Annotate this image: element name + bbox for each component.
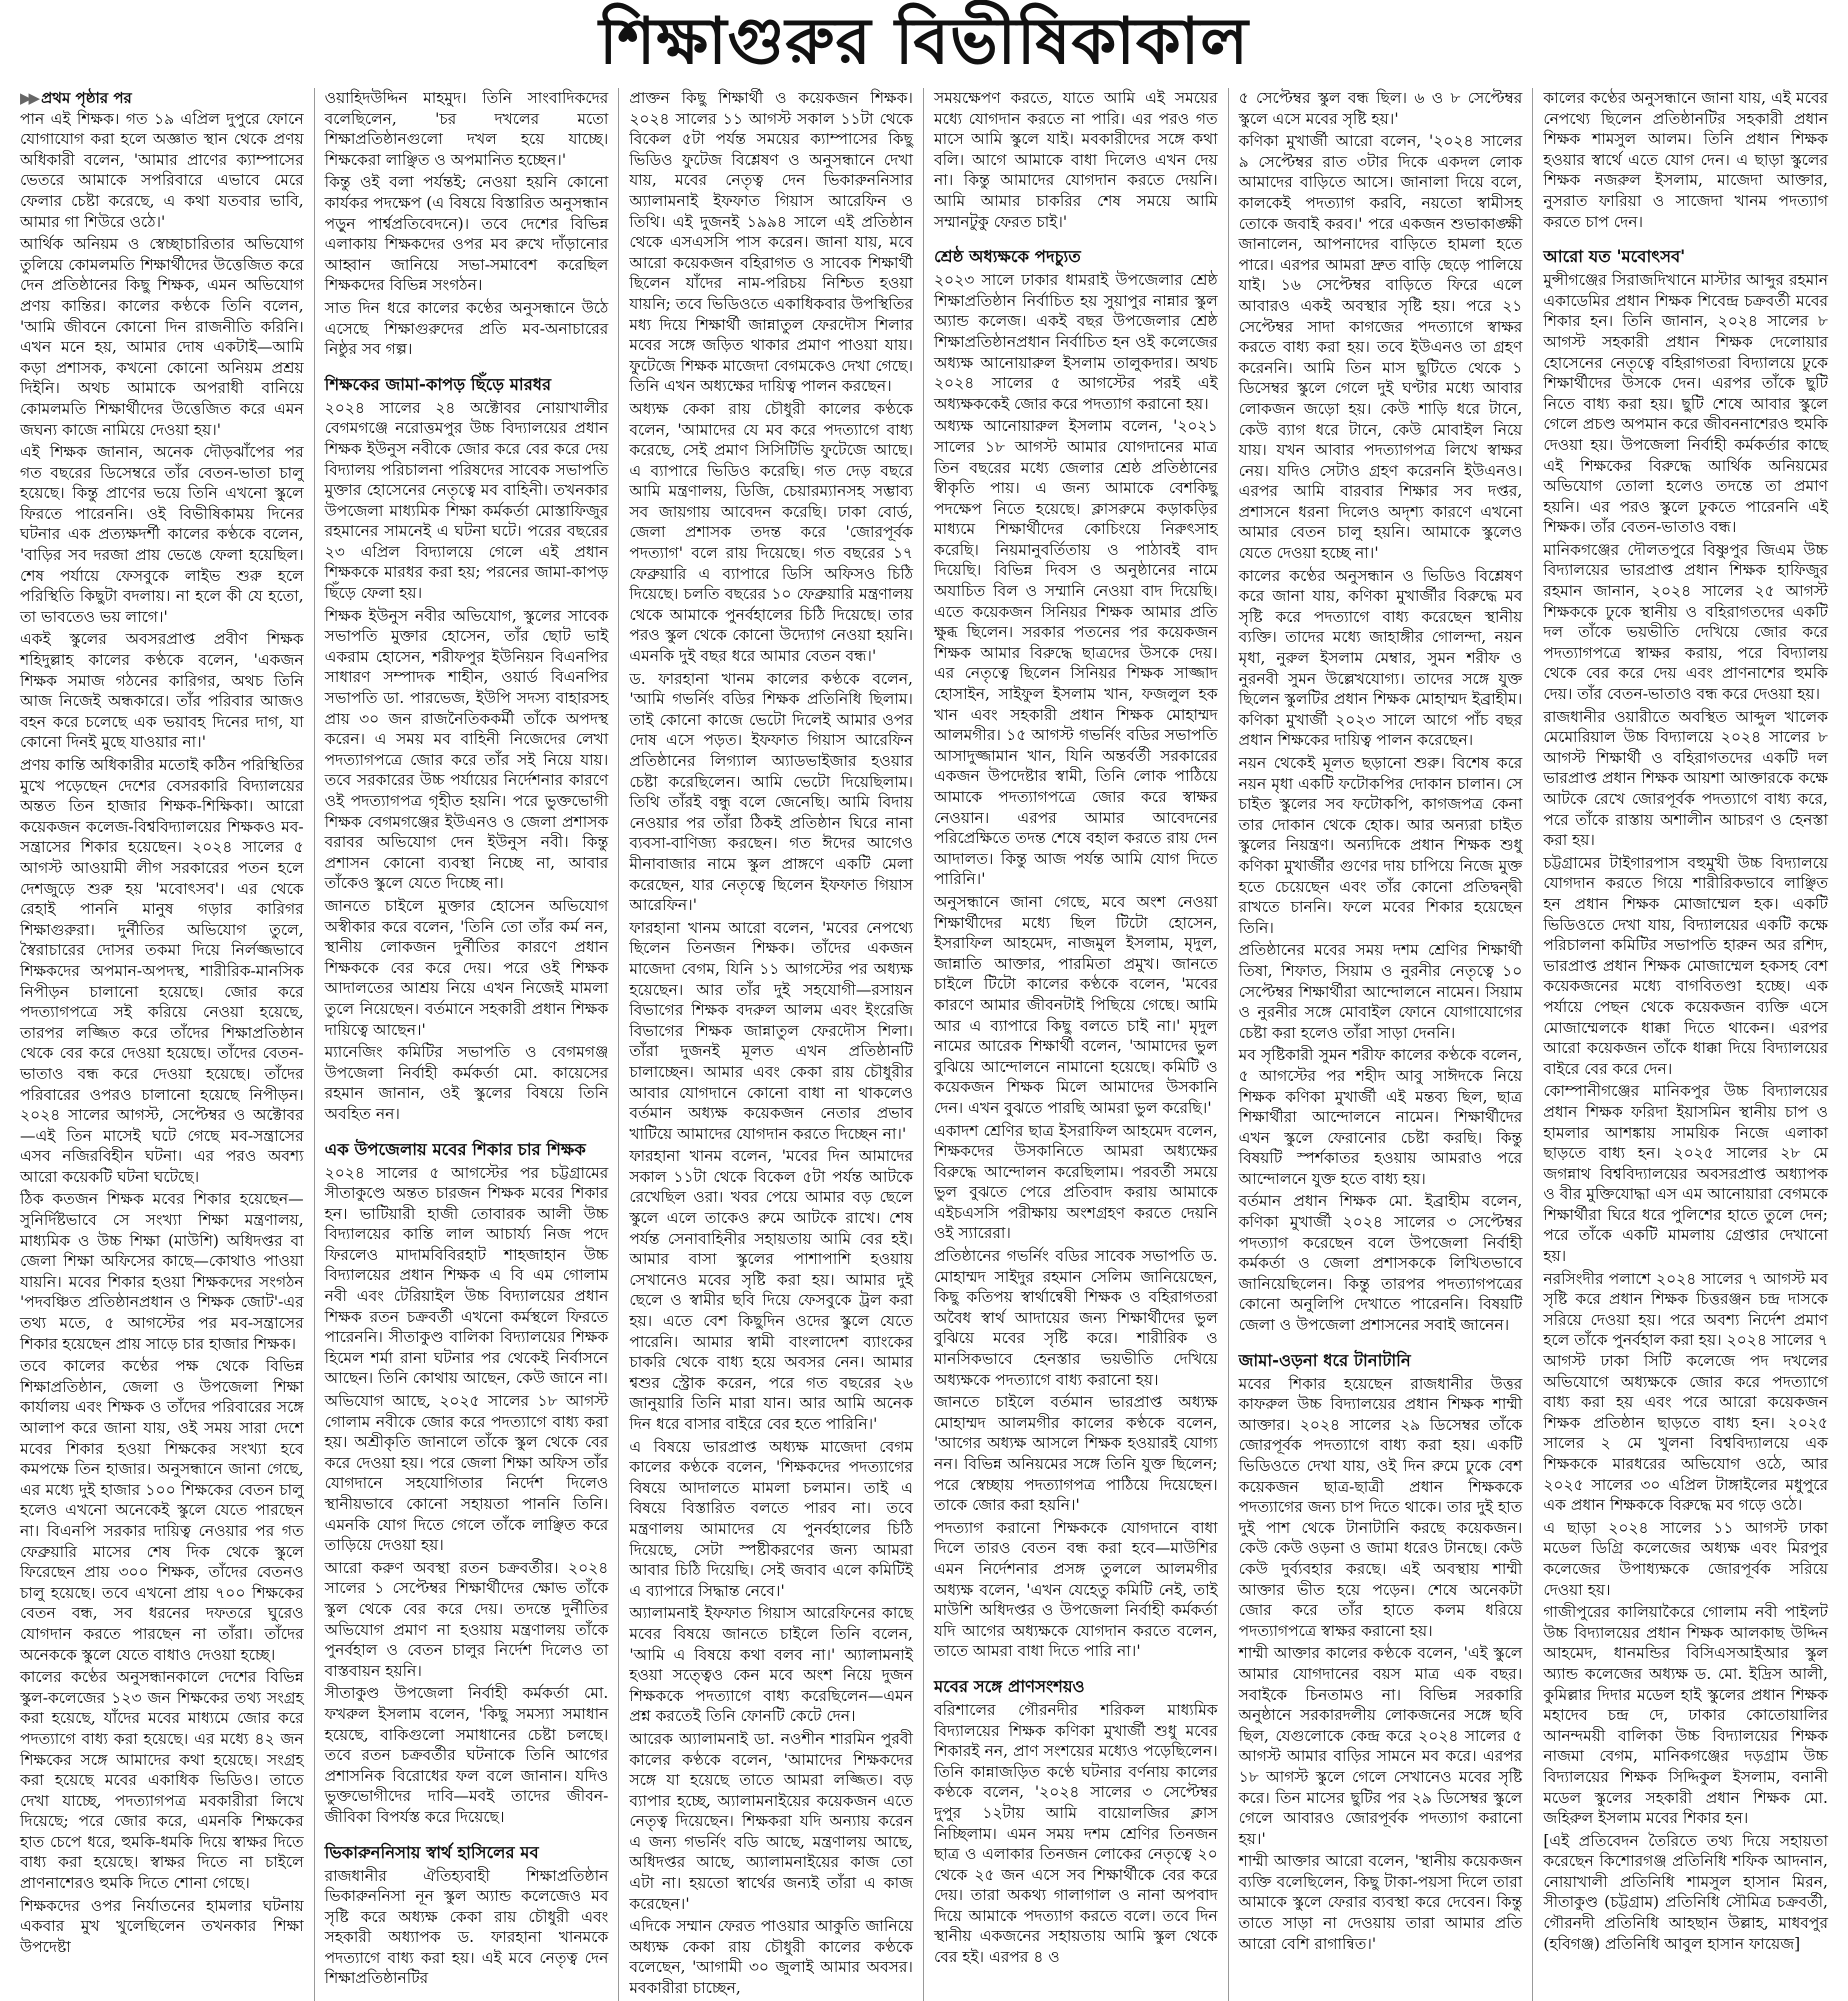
article-column-2 [315,88,620,2001]
article-column-4 [924,88,1229,2001]
article-paragraph: এ ছাড়া ২০২৪ সালের ১১ আগস্ট ঢাকা মডেল ডিগ্রি কলেজের অধ্যক্ষ এবং মিরপুর কলেজের উপাধ্যক্ষকে জোরপূর্বক সরিয়ে দেওয়া হয়। [1543,1518,1828,1599]
article-paragraph: পদত্যাগ করানো শিক্ষককে যোগদানে বাধা দিলে তারও বেতন বন্ধ করা হবে—মাউশির এমন নির্দেশনার প্রসঙ্গ তুললে আলমগীর অধ্যক্ষ বলেন, 'এখন যেহেতু কমিটি নেই, তাই মাউশি অধিদপ্তর ও উপজেলা নির্বাহী কর্মকর্তা যদি আগের অধ্যক্ষকে যোগদান করতে বলেন, তাতে আমরা বাধা দিতে পারি না।' [933,1518,1218,1661]
article-paragraph: ২০২৪ সালের ৫ আগস্টের পর চট্টগ্রামের সীতাকুণ্ডে অন্তত চারজন শিক্ষক মবের শিকার হন। ভাটিয়ারী হাজী তোবারক আলী উচ্চ বিদ্যালয়ের কান্তি লাল আচার্য্য নিজ পদে ফিরলেও মাদামবিবিরহাট শাহজাহান উচ্চ বিদ্যালয়ের প্রধান শিক্ষক এ বি এম গোলাম নবী এবং টেরিয়াইল উচ্চ বিদ্যালয়ের প্রধান শিক্ষক রতন চক্রবর্তী এখনো কর্মস্থলে ফিরতে পারেননি। সীতাকুণ্ড বালিকা বিদ্যালয়ের শিক্ষক হিমেল শর্মা রানা ঘটনার পর থেকেই নির্বাসনে আছেন। তিনি কোথায় আছেন, কেউ জানে না। [324,1163,609,1388]
article-paragraph: একই স্কুলের অবসরপ্রাপ্ত প্রবীণ শিক্ষক শহিদুল্লাহ কালের কণ্ঠকে বলেন, 'একজন শিক্ষক সমাজ গঠনের কারিগর, অথচ তিনি আজ নিজেই অন্ধকারে। তাঁর পরিবার আজও বহন করে চলেছে এক ভয়াবহ দিনের দাগ, যা কোনো দিনই মুছে যাওয়ার না।' [20,630,304,752]
article-paragraph: আর্থিক অনিয়ম ও স্বেচ্ছাচারিতার অভিযোগ তুলিয়ে কোমলমতি শিক্ষার্থীদের উত্তেজিত করে দেন প্রতিষ্ঠানের কিছু শিক্ষক, এমন অভিযোগ প্রণয় কান্তির। কালের কণ্ঠকে তিনি বলেন, 'আমি জীবনে কোনো দিন রাজনীতি করিনি। এখন মনে হয়, আমার দোষ একটাই—আমি কড়া প্রশাসক, কখনো কোনো অনিয়ম প্রশ্রয় দিইনি। অথচ আমাকে অপরাধী বানিয়ে কোমলমতি শিক্ষার্থীদের উত্তেজিত করে এমন জঘন্য কাজে নামিয়ে দেওয়া হয়।' [20,235,304,439]
article-paragraph: এই শিক্ষক জানান, অনেক দৌড়ঝাঁপের পর গত বছরের ডিসেম্বরে তাঁর বেতন-ভাতা চালু হয়েছে। কিন্তু প্রাণের ভয়ে তিনি এখনো স্কুলে ফিরতে পারেননি। ওই বিভীষিকাময় দিনের ঘটনার এক প্রত্যক্ষদর্শী কালের কণ্ঠকে বলেন, 'বাড়ির সব দরজা প্রায় ভেঙে ফেলা হয়েছিল। শেষ পর্যায়ে ফেসবুকে লাইভ শুরু হলে পরিস্থিতি কিছুটা বদলায়। না হলে কী যে হতো, তা ভাবতেও ভয় লাগে।' [20,443,304,626]
article-paragraph: কিন্তু ওই বলা পর্যন্তই; নেওয়া হয়নি কোনো কার্যকর পদক্ষেপ (এ বিষয়ে বিস্তারিত অনুসন্ধান পড়ুন পার্শ্বপ্রতিবেদনে)। তবে দেশের বিভিন্ন এলাকায় শিক্ষকদের ওপর মব রুখে দাঁড়ানোর আহ্বান জানিয়ে সভা-সমাবেশ করেছিল শিক্ষকদের বিভিন্ন সংগঠন। [324,173,609,295]
section-heading: এক উপজেলায় মবের শিকার চার শিক্ষক [324,1139,586,1159]
article-column-5 [1229,88,1534,2001]
page-headline: শিক্ষাগুরুর বিভীষিকাকাল [599,4,1249,79]
article-paragraph: শিক্ষকদের ওপর নির্যাতনের হামলার ঘটনায় একবার মুখ খুলেছিলেন তখনকার শিক্ষা উপদেষ্টা [20,1896,304,1956]
section-heading: আরো যত 'মবোৎসব' [1543,247,1686,267]
article-paragraph: রাজধানীর ওয়ারীতে অবস্থিত আব্দুল খালেক মেমোরিয়াল উচ্চ বিদ্যালয়ে ২০২৪ সালের ৮ আগস্ট শিক্ষার্থী ও বহিরাগতদের একটি দল ভারপ্রাপ্ত প্রধান শিক্ষক আয়শা আক্তারকে কক্ষে আটকে রেখে জোরপূর্বক পদত্যাগে বাধ্য করে, পরে তাঁকে রাস্তায় অশালীন আচরণ ও হেনস্তা করা হয়। [1543,707,1828,850]
article-paragraph: কালের কণ্ঠের অনুসন্ধান ও ভিডিও বিশ্লেষণ করে জানা যায়, কণিকা মুখার্জীর বিরুদ্ধে মব সৃষ্টি করে পদত্যাগে বাধ্য করেছেন স্থানীয় ব্যক্তি। তাদের মধ্যে জাহাঙ্গীর গোলন্দা, নয়ন মৃধা, নুরুল ইসলাম মেম্বার, সুমন শরীফ ও নুরনবী সুমন উল্লেখযোগ্য। তাদের সঙ্গে যুক্ত ছিলেন স্কুলটির প্রধান শিক্ষক মোহাম্মদ ইব্রাহীম। কণিকা মুখার্জী ২০২৩ সালে আগে পাঁচ বছর প্রধান শিক্ষকের দায়িত্ব পালন করেছেন। [1238,566,1523,750]
article-paragraph: প্রাক্তন কিছু শিক্ষার্থী ও কয়েকজন শিক্ষক। ২০২৪ সালের ১১ আগস্ট সকাল ১১টা থেকে বিকেল ৫টা পর্যন্ত সময়ের ক্যাম্পাসের কিছু ভিডিও ফুটেজ বিশ্লেষণ ও অনুসন্ধানে দেখা যায়, মবের নেতৃত্ব দেন ভিকারুননিসার অ্যালামনাই ইফফাত গিয়াস আরেফিন ও তিথি। এই দুজনই ১৯৯৪ সালে এই প্রতিষ্ঠান থেকে এসএসসি পাস করেন। জানা যায়, মবে আরো কয়েকজন বহিরাগত ও সাবেক শিক্ষার্থী ছিলেন যাঁদের নাম-পরিচয় নিশ্চিত হওয়া যায়নি; তবে ভিডিওতে একাধিকবার উপস্থিতির মধ্য দিয়ে শিক্ষার্থী জান্নাতুল ফেরদৌস শিলার মবের সঙ্গে জড়িত থাকার প্রমাণ পাওয়া যায়। ফুটেজে শিক্ষক মাজেদা বেগমকেও দেখা গেছে। তিনি এখন অধ্যক্ষের দায়িত্ব পালন করছেন। [629,89,913,396]
article-paragraph: ঠিক কতজন শিক্ষক মবের শিকার হয়েছেন—সুনির্দিষ্টভাবে সে সংখ্যা শিক্ষা মন্ত্রণালয়, মাধ্যমিক ও উচ্চ শিক্ষা (মাউশি) অধিদপ্তর বা জেলা শিক্ষা অফিসের কাছে—কোথাও পাওয়া যায়নি। মবের শিকার হওয়া শিক্ষকদের সংগঠন 'পদবঞ্চিত প্রতিষ্ঠানপ্রধান ও শিক্ষক জোট'-এর তথ্য মতে, ৫ আগস্টের পর মব-সন্ত্রাসের শিকার হয়েছেন প্রায় সাড়ে চার হাজার শিক্ষক। [20,1190,304,1353]
article-paragraph: অধ্যক্ষ আনোয়ারুল ইসলাম বলেন, '২০২১ সালের ১৮ আগস্ট আমার যোগদানের মাত্র তিন বছরের মধ্যে জেলার শ্রেষ্ঠ প্রতিষ্ঠানের স্বীকৃতি পায়। এ জন্য আমাকে বেশকিছু পদক্ষেপ নিতে হয়েছে। ক্লাসরুমে কড়াকড়ির মাধ্যমে শিক্ষার্থীদের কোচিংয়ে নিরুৎসাহ করেছি। নিয়মানুবর্তিতায় ও পাঠাবই বাদ দিয়েছি। বিভিন্ন দিবস ও অনুষ্ঠানের নামে অযাচিত বিল ও সম্মানি নেওয়া বাদ দিয়েছি। এতে কয়েকজন সিনিয়র শিক্ষক আমার প্রতি ক্ষুব্ধ ছিলেন। সরকার পতনের পর কয়েকজন শিক্ষক আমার বিরুদ্ধে ছাত্রদের উসকে দেয়। এর নেতৃত্বে ছিলেন সিনিয়র শিক্ষক সাজ্জাদ হোসাইন, সাইফুল ইসলাম খান, ফজলুল হক খান এবং সহকারী প্রধান শিক্ষক মোহাম্মদ আলমগীর। ১৫ আগস্ট গভর্নিং বডির সভাপতি আসাদুজ্জামান খান, যিনি অন্তর্বর্তী সরকারের একজন উপদেষ্টার স্বামী, তিনি লোক পাঠিয়ে আমাকে পদত্যাগপত্রে জোর করে স্বাক্ষর নেওয়ান। এরপর আমার আবেদনের পরিপ্রেক্ষিতে তদন্ত শেষে বহাল করতে রায় দেন আদালত। কিন্তু আজ পর্যন্ত আমি যোগ দিতে পারিনি।' [933,417,1218,889]
article-paragraph: মবের শিকার হয়েছেন রাজধানীর উত্তর কাফরুল উচ্চ বিদ্যালয়ের প্রধান শিক্ষক শাম্মী আক্তার। ২০২৪ সালের ২৯ ডিসেম্বর তাঁকে জোরপূর্বক পদত্যাগে বাধ্য করা হয়। একটি ভিডিওতে দেখা যায়, ওই দিন রুমে ঢুকে বেশ কয়েকজন ছাত্র-ছাত্রী প্রধান শিক্ষককে পদত্যাগের জন্য চাপ দিতে থাকে। তার দুই হাত দুই পাশ থেকে টানাটানি করছে কয়েকজন। কেউ কেউ ওড়না ও জামা ধরেও টানছে। কেউ কেউ দুর্ব্যবহার করছে। এই অবস্থায় শাম্মী আক্তার ভীত হয়ে পড়েন। শেষে অনেকটা জোর করে তাঁর হাতে কলম ধরিয়ে পদত্যাগপত্রে স্বাক্ষর করানো হয়। [1238,1374,1523,1640]
article-paragraph: এদিকে সম্মান ফেরত পাওয়ার আকুতি জানিয়ে অধ্যক্ষ কেকা রায় চৌধুরী কালের কণ্ঠকে বলেছেন, 'আগামী ৩০ জুলাই আমার অবসর। মবকারীরা চাচ্ছেন, [629,1917,913,1998]
article-paragraph: ড. ফারহানা খানম কালের কণ্ঠকে বলেন, 'আমি গভর্নিং বডির শিক্ষক প্রতিনিধি ছিলাম। তাই কোনো কাজে ভেটো দিলেই আমার ওপর দোষ এসে পড়ত। ইফফাত গিয়াস আরেফিন প্রতিষ্ঠানের লিগ্যাল অ্যাডভাইজার হওয়ার চেষ্টা করেছিলেন। আমি ভেটো দিয়েছিলাম। তিথি তাঁরই বন্ধু বলে জেনেছি। আমি বিদায় নেওয়ার পর তাঁরা ঠিকই প্রতিষ্ঠান ঘিরে নানা ব্যবসা-বাণিজ্য করছেন। গত ঈদের আগেও মীনাবাজার নামে স্কুল প্রাঙ্গণে একটি মেলা করেছেন, যার নেতৃত্বে ছিলেন ইফফাত গিয়াস আরেফিন।' [629,669,913,915]
section-heading: জামা-ওড়না ধরে টানাটানি [1238,1350,1411,1370]
article-column-3 [619,88,924,2001]
article-paragraph: নরসিংদীর পলাশে ২০২৪ সালের ৭ আগস্ট মব সৃষ্টি করে প্রধান শিক্ষক চিত্তরঞ্জন চন্দ্র দাসকে সরিয়ে দেওয়া হয়। পরে অবশ্য নির্দেশ প্রমাণ হলে তাঁকে পুনর্বহাল করা হয়। ২০২৪ সালের ৭ আগস্ট ঢাকা সিটি কলেজে পদ দখলের অভিযোগে অধ্যক্ষকে জোর করে পদত্যাগে বাধ্য করা হয় এবং পরে আরো কয়েকজন শিক্ষক প্রতিষ্ঠান ছাড়তে বাধ্য হন। ২০২৫ সালের ২ মে খুলনা বিশ্ববিদ্যালয়ে এক শিক্ষককে মারধরের অভিযোগ ওঠে, আর ২০২৫ সালের ৩০ এপ্রিল টাঙ্গাইলের মধুপুরে এক প্রধান শিক্ষককে বিরুদ্ধে মব গড়ে ওঠে। [1543,1269,1828,1515]
article-paragraph: কোম্পানীগঞ্জের মানিকপুর উচ্চ বিদ্যালয়ের প্রধান শিক্ষক ফরিদা ইয়াসমিন স্থানীয় চাপ ও হামলার আশঙ্কায় সাময়িক নিজে এলাকা ছাড়তে বাধ্য হন। ২০২৫ সালের ২৮ মে জগন্নাথ বিশ্ববিদ্যালয়ের অবসরপ্রাপ্ত অধ্যাপক ও বীর মুক্তিযোদ্ধা এস এম আনোয়ারা বেগমকে শিক্ষার্থীরা ঘিরে ধরে পুলিশের হাতে তুলে দেন; পরে তাঁকে একটি মামলায় গ্রেপ্তার দেখানো হয়। [1543,1082,1828,1266]
article-paragraph: অভিযোগ আছে, ২০২৫ সালের ১৮ আগস্ট গোলাম নবীকে জোর করে পদত্যাগে বাধ্য করা হয়। অশ্রীকৃতি জানালে তাঁকে স্কুল থেকে বের করে দেওয়া হয়। পরে জেলা শিক্ষা অফিস তাঁর যোগদানে সহযোগিতার নির্দেশ দিলেও স্থানীয়ভাবে কোনো সহায়তা পাননি তিনি। এমনকি যোগ দিতে গেলে তাঁকে লাঞ্ছিত করে তাড়িয়ে দেওয়া হয়। [324,1392,609,1555]
article-paragraph: ২০২৪ সালের ২৪ অক্টোবর নোয়াখালীর বেগমগঞ্জে নরোত্তমপুর উচ্চ বিদ্যালয়ের প্রধান শিক্ষক ইউনুস নবীকে জোর করে বের করে দেয় বিদ্যালয় পরিচালনা পরিষদের সাবেক সভাপতি মুক্তার হোসেনের নেতৃত্বে মব বাহিনী। তখনকার উপজেলা মাধ্যমিক শিক্ষা কর্মকর্তা মোস্তাফিজুর রহমানের সামনেই এ ঘটনা ঘটে। পরের বছরের ২৩ এপ্রিল বিদ্যালয়ে গেলে এই প্রধান শিক্ষককে মারধর করা হয়; পরনের জামা-কাপড় ছিঁড়ে ফেলা হয়। [324,398,609,603]
article-paragraph: কালের কণ্ঠের অনুসন্ধানে জানা যায়, এই মবের নেপথ্যে ছিলেন প্রতিষ্ঠানটির সহকারী প্রধান শিক্ষক শামসুল আলম। তিনি প্রধান শিক্ষক হওয়ার স্বার্থে এতে যোগ দেন। এ ছাড়া স্কুলের শিক্ষক নজরুল ইসলাম, মাজেদা আক্তার, নুসরাত ফারিয়া ও সাজেদা খানম পদত্যাগ করতে চাপ দেন। [1543,89,1828,231]
article-paragraph: আরেক অ্যালামনাই ডা. নওশীন শারমিন পুরবী কালের কণ্ঠকে বলেন, 'আমাদের শিক্ষকদের সঙ্গে যা হয়েছে তাতে আমরা লজ্জিত। বড় ব্যাপার হচ্ছে, অ্যালামনাইয়ের কয়েকজন এতে নেতৃত্ব দিয়েছেন। শিক্ষকরা যদি অন্যায় করেন এ জন্য গভর্নিং বডি আছে, মন্ত্রণালয় আছে, অধিদপ্তর আছে, অ্যালামনাইয়ের কাজ তো এটা না। হয়তো স্বার্থের জন্যই তাঁরা এ কাজ করেছেন।' [629,1729,913,1913]
article-paragraph: আরো করুণ অবস্থা রতন চক্রবর্তীর। ২০২৪ সালের ১ সেপ্টেম্বর শিক্ষার্থীদের ক্ষোভ তাঁকে স্কুল থেকে বের করে দেয়। তদন্তে দুর্নীতির অভিযোগ প্রমাণ না হওয়ায় মন্ত্রণালয় তাঁকে পুনর্বহাল ও বেতন চালুর নির্দেশ দিলেও তা বাস্তবায়ন হয়নি। [324,1558,609,1680]
article-paragraph: সীতাকুণ্ড উপজেলা নির্বাহী কর্মকর্তা মো. ফখরুল ইসলাম বলেন, 'কিছু সমস্যা সমাধান হয়েছে, বাকিগুলো সমাধানের চেষ্টা চলছে। তবে রতন চক্রবর্তীর ঘটনাকে তিনি আগের প্রশাসনিক বিরোধের ফল বলে জানান। যদিও ভুক্তভোগীদের দাবি—মবই তাদের জীবন-জীবিকা বিপর্যস্ত করে দিয়েছে। [324,1684,609,1826]
article-paragraph: সাত দিন ধরে কালের কণ্ঠের অনুসন্ধানে উঠে এসেছে শিক্ষাগুরুদের প্রতি মব-অনাচারের নিষ্ঠুর সব গল্প। [324,298,609,359]
section-heading: শ্রেষ্ঠ অধ্যক্ষকে পদচ্যুত [933,247,1081,267]
section-heading: শিক্ষকের জামা-কাপড় ছিঁড়ে মারধর [324,374,552,394]
article-paragraph: রাজধানীর ঐতিহ্যবাহী শিক্ষাপ্রতিষ্ঠান ভিকারুননিসা নূন স্কুল অ্যান্ড কলেজেও মব সৃষ্টি করে অধ্যক্ষ কেকা রায় চৌধুরী এবং সহকারী অধ্যাপক ড. ফারহানা খানমকে পদত্যাগে বাধ্য করা হয়। এই মবে নেতৃত্ব দেন শিক্ষাপ্রতিষ্ঠানটির [324,1866,609,1988]
article-paragraph: মব সৃষ্টিকারী সুমন শরীফ কালের কণ্ঠকে বলেন, ৫ আগস্টের পর শহীদ আবু সাঈদকে নিয়ে শিক্ষক কণিকা মুখার্জী এই মন্তব্য ছিল, ছাত্র শিক্ষার্থীরা আন্দোলনে নামেন। শিক্ষার্থীদের এখন স্কুলে ফেরানোর চেষ্টা করছি। কিন্তু বিষয়টি স্পর্শকাতর হওয়ায় আমরাও পরে আন্দোলনে যুক্ত হতে বাধ্য হয়। [1238,1046,1523,1188]
article-paragraph: জানতে চাইলে মুক্তার হোসেন অভিযোগ অস্বীকার করে বলেন, 'তিনি তো তাঁর কর্ম নন, স্থানীয় লোকজন দুর্নীতির কারণে প্রধান শিক্ষককে বের করে দেয়। পরে ওই শিক্ষক আদালতের আশ্রয় নিয়ে এখন নিজেই মামলা তুলে নিয়েছেন। বর্তমানে সহকারী প্রধান শিক্ষক দায়িত্বে আছেন।' [324,896,609,1039]
article-column-1 [10,88,315,2001]
article-paragraph: তবে কালের কণ্ঠের পক্ষ থেকে বিভিন্ন শিক্ষাপ্রতিষ্ঠান, জেলা ও উপজেলা শিক্ষা কার্যালয় এবং শিক্ষক ও তাঁদের পরিবারের সঙ্গে আলাপ করে জানা যায়, ওই সময় সারা দেশে মবের শিকার হওয়া শিক্ষকের সংখ্যা হবে কমপক্ষে তিন হাজার। অনুসন্ধানে জানা গেছে, এর মধ্যে দুই হাজার ১০০ শিক্ষকের বেতন চালু হলেও এখনো অনেকেই স্কুলে যেতে পারছেন না। বিএনপি সরকার দায়িত্ব নেওয়ার পর গত ফেব্রুয়ারি মাসের শেষ দিক থেকে স্কুলে ফিরেছেন প্রায় ৩০০ শিক্ষক, তাঁদের বেতনও চালু হয়েছে। তবে এখনো প্রায় ৭০০ শিক্ষকের বেতন বন্ধ, সব ধরনের দফতরে ঘুরেও যোগদান করতে পারছেন না তাঁরা। তাঁদের অনেককে স্কুলে যেতে বাধাও দেওয়া হচ্ছে। [20,1357,304,1664]
article-paragraph: চট্টগ্রামের টাইগারপাস বহুমুখী উচ্চ বিদ্যালয়ে যোগদান করতে গিয়ে শারীরিকভাবে লাঞ্ছিত হন প্রধান শিক্ষক মোজাম্মেল হক। একটি ভিডিওতে দেখা যায়, বিদ্যালয়ের একটি কক্ষে পরিচালনা কমিটির সভাপতি হারুন অর রশিদ, ভারপ্রাপ্ত প্রধান শিক্ষক মোজাম্মেল হকসহ বেশ কয়েকজনের মধ্যে বাগবিতণ্ডা হচ্ছে। এক পর্যায়ে পেছন থেকে কয়েকজন ব্যক্তি এসে মোজাম্মেলকে ধাক্কা দিতে থাকেন। এরপর আরো কয়েকজন তাঁকে ধাক্কা দিয়ে বিদ্যালয়ের বাইরে বের করে দেন। [1543,853,1828,1078]
section-heading: মবের সঙ্গে প্রাণসংশয়ও [933,1676,1085,1696]
article-paragraph: ম্যানেজিং কমিটির সভাপতি ও বেগমগঞ্জ উপজেলা নির্বাহী কর্মকর্তা মো. কায়েসের রহমান জানান, ওই স্কুলের বিষয়ে তিনি অবহিত নন। [324,1043,609,1123]
article-paragraph: ২০২৩ সালে ঢাকার ধামরাই উপজেলার শ্রেষ্ঠ শিক্ষাপ্রতিষ্ঠান নির্বাচিত হয় সুয়াপুর নান্নার স্কুল অ্যান্ড কলেজ। একই বছর উপজেলার শ্রেষ্ঠ শিক্ষাপ্রতিষ্ঠানপ্রধান নির্বাচিত হন ওই কলেজের অধ্যক্ষ আনোয়ারুল ইসলাম তালুকদার। অথচ ২০২৪ সালের ৫ আগস্টের পরই এই অধ্যক্ষককেই জোর করে পদত্যাগ করানো হয়। [933,271,1218,413]
article-paragraph: অ্যালামনাই ইফফাত গিয়াস আরেফিনের কাছে মবের বিষয়ে জানতে চাইলে তিনি বলেন, 'আমি এ বিষয়ে কথা বলব না।' অ্যালামনাই হওয়া সত্ত্বেও কেন মবে অংশ নিয়ে দুজন শিক্ষককে পদত্যাগে বাধ্য করেছিলেন—এমন প্রশ্ন করতেই তিনি ফোনটি কেটে দেন। [629,1604,913,1726]
article-paragraph: প্রতিষ্ঠানের গভর্নিং বডির সাবেক সভাপতি ড. মোহাম্মদ সাইদুর রহমান সেলিম জানিয়েছেন, কিছু কতিপয় স্বার্থান্বেষী শিক্ষক ও বহিরাগতরা অবৈধ স্বার্থ আদায়ের জন্য শিক্ষার্থীদের ভুল বুঝিয়ে মবের সৃষ্টি করে। শারীরিক ও মানসিকভাবে হেনস্তার ভয়ভীতি দেখিয়ে অধ্যক্ষকে পদত্যাগে বাধ্য করানো হয়। [933,1247,1218,1389]
article-paragraph: কালের কণ্ঠের অনুসন্ধানকালে দেশের বিভিন্ন স্কুল-কলেজের ১২৩ জন শিক্ষকের তথ্য সংগ্রহ করা হয়েছে, যাঁদের মবের মাধ্যমে জোর করে পদত্যাগে বাধ্য করা হয়েছে। এর মধ্যে ৪২ জন শিক্ষকের সঙ্গে আমাদের কথা হয়েছে। সংগ্রহ করা হয়েছে মবের একাধিক ভিডিও। তাতে দেখা যাচ্ছে, পদত্যাগপত্র মবকারীরা লিখে দিয়েছে; পরে জোর করে, এমনকি শিক্ষকের হাত চেপে ধরে, হুমকি-ধমকি দিয়ে স্বাক্ষর দিতে বাধ্য করা হয়েছে। স্বাক্ষর দিতে না চাইলে প্রাণনাশেরও হুমকি দিতে শোনা গেছে। [20,1668,304,1893]
continued-label: প্রথম পৃষ্ঠার পর [41,89,132,107]
article-paragraph: [এই প্রতিবেদন তৈরিতে তথ্য দিয়ে সহায়তা করেছেন কিশোরগঞ্জ প্রতিনিধি শফিক আদনান, নোয়াখালী প্রতিনিধি শামসুল হাসান মিরন, সীতাকুণ্ড (চট্টগ্রাম) প্রতিনিধি সৌমিত্র চক্রবর্তী, গৌরনদী প্রতিনিধি আহছান উল্লাহ, মাধবপুর (হবিগঞ্জ) প্রতিনিধি আবুল হাসান ফায়েজ] [1543,1831,1828,1953]
article-column-6 [1533,88,1838,2001]
article-paragraph: একাদশ শ্রেণির ছাত্র ইসরাফিল আহমেদ বলেন, শিক্ষকদের উসকানিতে আমরা অধ্যক্ষের বিরুদ্ধে আন্দোলন করেছিলাম। পরবর্তী সময়ে ভুল বুঝতে পেরে প্রতিবাদ করায় আমাকে এইচএসসি পরীক্ষায় অংশগ্রহণ করতে দেয়নি ওই স্যারেরা। [933,1121,1218,1243]
article-paragraph: মুন্সীগঞ্জের সিরাজদিখানে মাস্টার আব্দুর রহমান একাডেমির প্রধান শিক্ষক শিবেন্দ্র চক্রবর্তী মবের শিকার হন। তিনি জানান, ২০২৪ সালের ৮ আগস্ট সহকারী প্রধান শিক্ষক দেলোয়ার হোসেনের নেতৃত্বে বহিরাগতরা বিদ্যালয়ে ঢুকে শিক্ষার্থীদের উসকে দেন। এরপর তাঁকে ছুটি নিতে বাধ্য করা হয়। ছুটি শেষে আবার স্কুলে গেলে প্রচণ্ড অপমান করে জীবননাশেরও হুমকি দেওয়া হয়। উপজেলা নির্বাহী কর্মকর্তার কাছে এই শিক্ষকের বিরুদ্ধে আর্থিক অনিয়মের অভিযোগ তোলা হলেও তদন্তে তা প্রমাণ হয়নি। এর পরও স্কুলে ঢুকতে পারেননি এই শিক্ষক। তাঁর বেতন-ভাতাও বন্ধ। [1543,271,1828,537]
article-paragraph: শাম্মী আক্তার কালের কণ্ঠকে বলেন, 'এই স্কুলে আমার যোগদানের বয়স মাত্র এক বছর। সবাইকে চিনতামও না। বিভিন্ন সরকারি অনুষ্ঠানে সরকারদলীয় লোকজনের সঙ্গে ছবি ছিল, যেগুলোকে কেন্দ্র করে ২০২৪ সালের ৫ আগস্ট আমার বাড়ির সামনে মব করে। এরপর ১৮ আগস্ট স্কুলে গেলে সেখানেও মবের সৃষ্টি করে। তিন মাসের ছুটির পর ২৯ ডিসেম্বর স্কুলে গেলে আবারও জোরপূর্বক পদত্যাগ করানো হয়।' [1238,1644,1523,1848]
article-paragraph: কণিকা মুখার্জী আরো বলেন, '২০২৪ সালের ৯ সেপ্টেম্বর রাত ৩টার দিকে একদল লোক আমাদের বাড়িতে আসে। জানালা দিয়ে বলে, কালকেই পদত্যাগ করবি, নয়তো স্বামীসহ তোকে জবাই করব।' পরে একজন শুভাকাঙ্ক্ষী জানালেন, আপনাদের বাড়িতে হামলা হতে পারে। এরপর আমরা দ্রুত বাড়ি ছেড়ে পালিয়ে যাই। ১৬ সেপ্টেম্বর বাড়িতে ফিরে এলে আবারও একই অবস্থার সৃষ্টি হয়। পরে ২১ সেপ্টেম্বর সাদা কাগজের পদত্যাগে স্বাক্ষর করতে বাধ্য করা হয়। তবে ইউএনও তা গ্রহণ করেননি। আমি তিন মাস ছুটিতে থেকে ১ ডিসেম্বর স্কুলে গেলে দুই ঘণ্টার মধ্যে আবার লোকজন জড়ো হয়। কেউ শাড়ি ধরে টানে, কেউ ব্যাগ ধরে টানে, কেউ মোবাইল নিয়ে যায়। যখন আবার পদত্যাগপত্র লিখে স্বাক্ষর নেয়। যদিও সেটাও গ্রহণ করেননি ইউএনও। এরপর আমি বারবার শিক্ষার সব দপ্তর, প্রশাসনে ধরনা দিলেও অদৃশ্য কারণে এখনো আমার বেতন চালু হয়নি। আমাকে স্কুলেও যেতে দেওয়া হচ্ছে না।' [1238,132,1523,563]
article-paragraph: নয়ন থেকেই মূলত ছড়ানো শুরু। বিশেষ করে নয়ন মৃধা একটি ফটোকপির দোকান চালান। সে চাইত স্কুলের সব ফটোকপি, কাগজপত্র কেনা তার দোকান থেকে হোক। আর অন্যরা চাইত স্কুলের নিয়ন্ত্রণ। অন্যদিকে প্রধান শিক্ষক শুধু কণিকা মুখার্জীর গুণের দায় চাপিয়ে নিজে মুক্ত হতে চেয়েছেন এবং তাঁর কোনো প্রতিদ্বন্দ্বী রাখতে চাননি। ফলে মবের শিকার হয়েছেন তিনি। [1238,754,1523,937]
article-paragraph: বর্তমান প্রধান শিক্ষক মো. ইব্রাহীম বলেন, কণিকা মুখার্জী ২০২৪ সালের ৩ সেপ্টেম্বর পদত্যাগ করেছেন বলে উপজেলা নির্বাহী কর্মকর্তা ও জেলা প্রশাসককে লিখিতভাবে জানিয়েছিলেন। কিন্তু তারপর পদত্যাগপত্রের কোনো অনুলিপি দেখাতে পারেননি। বিষয়টি জেলা ও উপজেলা প্রশাসনের সবাই জানেন। [1238,1192,1523,1335]
article-paragraph: অনুসন্ধানে জানা গেছে, মবে অংশ নেওয়া শিক্ষার্থীদের মধ্যে ছিল টিটো হোসেন, ইসরাফিল আহমেদ, নাজমুল ইসলাম, মৃদুল, জান্নাতি আক্তার, পারমিতা প্রমুখ। জানতে চাইলে টিটো কালের কণ্ঠকে বলেন, 'মবের কারণে আমার জীবনটাই পিছিয়ে গেছে। আমি আর এ ব্যাপারে কিছু বলতে চাই না।' মৃদুল নামের আরেক শিক্ষার্থী বলেন, 'আমাদের ভুল বুঝিয়ে আন্দোলনে নামানো হয়েছে। কমিটি ও কয়েকজন শিক্ষক মিলে আমাদের উসকানি দেন। এখন বুঝতে পারছি আমরা ভুল করেছি।' [933,892,1218,1117]
continued-from-front-page [20,88,304,109]
article-columns [10,88,1838,1998]
article-paragraph: ওয়াহিদউদ্দিন মাহমুদ। তিনি সাংবাদিকদের বলেছিলেন, 'চর দখলের মতো শিক্ষাপ্রতিষ্ঠানগুলো দখল হয়ে যাচ্ছে। শিক্ষকেরা লাঞ্ছিত ও অপমানিত হচ্ছেন।' [324,89,609,169]
article-paragraph: ফারহানা খানম আরো বলেন, 'মবের নেপথ্যে ছিলেন তিনজন শিক্ষক। তাঁদের একজন মাজেদা বেগম, যিনি ১১ আগস্টের পর অধ্যক্ষ হয়েছেন। আর তাঁর দুই সহযোগী—রসায়ন বিভাগের শিক্ষক বদরুল আলম এবং ইংরেজি বিভাগের শিক্ষক জান্নাতুল ফেরদৌস শিলা। তাঁরা দুজনই মূলত এখন প্রতিষ্ঠানটি চালাচ্ছেন। আমার এবং কেকা রায় চৌধুরীর আবার যোগদানে কোনো বাধা না থাকলেও বর্তমান অধ্যক্ষ কয়েকজন নেতার প্রভাব খাটিয়ে আমাদের যোগদান করতে দিচ্ছেন না।' [629,918,913,1143]
article-paragraph: ফারহানা খানম বলেন, 'মবের দিন আমাদের সকাল ১১টা থেকে বিকেল ৫টা পর্যন্ত আটকে রেখেছিল ওরা। খবর পেয়ে আমার বড় ছেলে স্কুলে এলে তাকেও রুমে আটকে রাখে। শেষ পর্যন্ত সেনাবাহিনীর সহায়তায় আমি বের হই। আমার বাসা স্কুলের পাশাপাশি হওয়ায় সেখানেও মবের সৃষ্টি করা হয়। আমার দুই ছেলে ও স্বামীর ছবি দিয়ে ফেসবুকে ট্রল করা হয়। এতে বেশ কিছুদিন ওদের স্কুলে যেতে পারেনি। আমার স্বামী বাংলাদেশ ব্যাংকের চাকরি থেকে বাধ্য হয়ে অবসর নেন। আমার শ্বশুর স্ট্রোক করেন, পরে গত বছরের ২৬ জানুয়ারি তিনি মারা যান। আর আমি অনেক দিন ধরে বাসার বাইরে বের হতে পারিনি।' [629,1147,913,1433]
double-arrow-icon: ▶▶ [20,89,38,107]
article-paragraph: ৫ সেপ্টেম্বর স্কুল বন্ধ ছিল। ৬ ও ৮ সেপ্টেম্বর স্কুলে এসে মবের সৃষ্টি হয়।' [1238,89,1523,128]
article-paragraph: বরিশালের গৌরনদীর শরিকল মাধ্যমিক বিদ্যালয়ের শিক্ষক কণিকা মুখার্জী শুধু মবের শিকারই নন, প্রাণ সংশয়ের মধ্যেও পড়েছিলেন। তিনি কান্নাজড়িত কণ্ঠে ঘটনার বর্ণনায় কালের কণ্ঠকে বলেন, '২০২৪ সালের ৩ সেপ্টেম্বর দুপুর ১২টায় আমি বায়োলজির ক্লাস নিচ্ছিলাম। এমন সময় দশম শ্রেণির তিনজন ছাত্র ও এলাকার তিনজন লোকের নেতৃত্বে ২০ থেকে ২৫ জন এসে সব শিক্ষার্থীকে বের করে দেয়। তারা অকথ্য গালাগাল ও নানা অপবাদ দিয়ে আমাকে পদত্যাগ করতে বলে। তবে দিন স্থানীয় একজনের সহায়তায় আমি স্কুল থেকে বের হই। এরপর ৪ ও [933,1700,1218,1967]
section-heading: ভিকারুননিসায় স্বার্থ হাসিলের মব [324,1842,539,1862]
article-paragraph: গাজীপুরের কালিয়াকৈরে গোলাম নবী পাইলট উচ্চ বিদ্যালয়ের প্রধান শিক্ষক আলকাছ উদ্দিন আহমেদ, ধানমন্ডির বিসিএসআইআর স্কুল অ্যান্ড কলেজের অধ্যক্ষ ড. মো. ইদ্রিস আলী, কুমিল্লার দিদার মডেল হাই স্কুলের প্রধান শিক্ষক মহাদেব চন্দ্র দে, ঢাকার কোতোয়ালির আনন্দময়ী বালিকা উচ্চ বিদ্যালয়ের শিক্ষক নাজমা বেগম, মানিকগঞ্জের দড়গ্রাম উচ্চ বিদ্যালয়ের শিক্ষক সিদ্দিকুল ইসলাম, বনানী মডেল স্কুলের সহকারী প্রধান শিক্ষক মো. জহিরুল ইসলাম মবের শিকার হন। [1543,1603,1828,1828]
article-paragraph: প্রতিষ্ঠানের মবের সময় দশম শ্রেণির শিক্ষার্থী তিষা, শিফাত, সিয়াম ও নুরনীর নেতৃত্বে ১০ সেপ্টেম্বর শিক্ষার্থীরা আন্দোলনে নামেন। সিয়াম ও নুরনীর সঙ্গে মোবাইল ফোনে যোগাযোগের চেষ্টা করা হলেও তাঁরা সাড়া দেননি। [1238,941,1523,1042]
article-paragraph: শাম্মী আক্তার আরো বলেন, 'স্থানীয় কয়েকজন ব্যক্তি বলেছিলেন, কিছু টাকা-পয়সা দিলে তারা আমাকে স্কুলে ফেরার ব্যবস্থা করে দেবেন। কিন্তু তাতে সাড়া না দেওয়ায় তারা আমার প্রতি আরো বেশি রাগান্বিত।' [1238,1852,1523,1953]
article-paragraph: প্রণয় কান্তি অধিকারীর মতোই কঠিন পরিস্থিতির মুখে পড়েছেন দেশের বেসরকারি বিদ্যালয়ের অন্তত তিন হাজার শিক্ষক-শিক্ষিকা। আরো কয়েকজন কলেজ-বিশ্ববিদ্যালয়ের শিক্ষকও মব-সন্ত্রাসের শিকার হয়েছেন। ২০২৪ সালের ৫ আগস্ট আওয়ামী লীগ সরকারের পতন হলে দেশজুড়ে শুরু হয় 'মবোৎসব'। এর থেকে রেহাই পাননি মানুষ গড়ার কারিগর শিক্ষাগুরুরা। দুর্নীতির অভিযোগ তুলে, স্বৈরাচারের দোসর তকমা দিয়ে নির্লজ্জভাবে শিক্ষকদের অপমান-অপদস্থ, শারীরিক-মানসিক নিপীড়ন চালানো হয়েছে। জোর করে পদত্যাগপত্রে সই করিয়ে নেওয়া হয়েছে, তারপর লজ্জিত করে তাঁদের শিক্ষাপ্রতিষ্ঠান থেকে বের করে দেওয়া হয়েছে। তাঁদের বেতন-ভাতাও বন্ধ করে দেওয়া হয়েছে। তাঁদের পরিবারের ওপরও চালানো হয়েছে নিপীড়ন। ২০২৪ সালের আগস্ট, সেপ্টেম্বর ও অক্টোবর—এই তিন মাসেই ঘটে গেছে মব-সন্ত্রাসের এসব নজিরবিহীন ঘটনা। এর পরও অবশ্য আরো কয়েকটি ঘটনা ঘটেছে। [20,756,304,1186]
article-paragraph: জানতে চাইলে বর্তমান ভারপ্রাপ্ত অধ্যক্ষ মোহাম্মদ আলমগীর কালের কণ্ঠকে বলেন, 'আগের অধ্যক্ষ আসলে শিক্ষক হওয়ারই যোগ্য নন। বিভিন্ন অনিয়মের সঙ্গে তিনি যুক্ত ছিলেন; পরে স্বেচ্ছায় পদত্যাগপত্র পাঠিয়ে দিয়েছেন। তাকে জোর করা হয়নি।' [933,1393,1218,1515]
article-paragraph: মানিকগঞ্জের দৌলতপুরে বিষ্ণুপুর জিএম উচ্চ বিদ্যালয়ের ভারপ্রাপ্ত প্রধান শিক্ষক হাফিজুর রহমান জানান, ২০২৪ সালের ২৫ আগস্ট শিক্ষককে ঢুকে স্থানীয় ও বহিরাগতদের একটি দল তাঁকে ভয়ভীতি দেখিয়ে জোর করে পদত্যাগপত্রে স্বাক্ষর করায়, পরে বিদ্যালয় থেকে বের করে দেয় এবং প্রাণনাশের হুমকি দেয়। তাঁর বেতন-ভাতাও বন্ধ করে দেওয়া হয়। [1543,540,1828,704]
article-paragraph: অধ্যক্ষ কেকা রায় চৌধুরী কালের কণ্ঠকে বলেন, 'আমাদের যে মব করে পদত্যাগে বাধ্য করেছে, সেই প্রমাণ সিসিটিভি ফুটেজে আছে। এ ব্যাপারে ভিডিও করেছি। গত দেড় বছরে আমি মন্ত্রণালয়, ডিজি, চেয়ারম্যানসহ সম্ভাব্য সব জায়গায় আবেদন করেছি। ঢাকা বোর্ড, জেলা প্রশাসক তদন্ত করে 'জোরপূর্বক পদত্যাগ' বলে রায় দিয়েছে। গত বছরের ১৭ ফেব্রুয়ারি এ ব্যাপারে ডিসি অফিসও চিঠি দিয়েছে। চলতি বছরের ১০ ফেব্রুয়ারি মন্ত্রণালয় থেকে আমাকে পুনর্বহালের চিঠি দিয়েছে। তার পরও স্কুল থেকে কোনো উদ্যোগ নেওয়া হয়নি। এমনকি দুই বছর ধরে আমার বেতন বন্ধ।' [629,399,913,666]
article-paragraph: সময়ক্ষেপণ করতে, যাতে আমি এই সময়ের মধ্যে যোগদান করতে না পারি। এর পরও গত মাসে আমি স্কুলে যাই। মবকারীদের সঙ্গে কথা বলি। আগে আমাকে বাধা দিলেও এখন দেয় না। কিন্তু আমাদের যোগদান করতে দেয়নি। আমি আমার চাকরির শেষ সময়ে আমি সম্মানটুকু ফেরত চাই।' [933,89,1218,231]
article-paragraph: শিক্ষক ইউনুস নবীর অভিযোগ, স্কুলের সাবেক সভাপতি মুক্তার হোসেন, তাঁর ছোট ভাই একরাম হোসেন, শরীফপুর ইউনিয়ন বিএনপির সাধারণ সম্পাদক শাহীন, ওয়ার্ড বিএনপির সভাপতি ডা. পারভেজ, ইউপি সদস্য বাহারসহ প্রায় ৩০ জন রাজনৈতিককর্মী তাঁকে অপদস্থ করেন। এ সময় মব বাহিনী নিজেদের লেখা পদত্যাগপত্রে জোর করে তাঁর সই নিয়ে যায়। তবে সরকারের উচ্চ পর্যায়ের নির্দেশনার কারণে ওই পদত্যাগপত্র গৃহীত হয়নি। পরে ভুক্তভোগী শিক্ষক বেগমগঞ্জের ইউএনও ও জেলা প্রশাসক বরাবর অভিযোগ দেন ইউনুস নবী। কিন্তু প্রশাসন কোনো ব্যবস্থা নিচ্ছে না, আবার তাঁকেও স্কুলে যেতে দিচ্ছে না। [324,606,609,893]
article-paragraph: এ বিষয়ে ভারপ্রাপ্ত অধ্যক্ষ মাজেদা বেগম কালের কণ্ঠকে বলেন, 'শিক্ষকদের পদত্যাগের বিষয়ে আদালতে মামলা চলমান। তাই এ বিষয়ে বিস্তারিত বলতে পারব না। তবে মন্ত্রণালয় আমাদের যে পুনর্বহালের চিঠি দিয়েছে, সেটা স্পষ্টীকরণের জন্য আমরা আবার চিঠি দিয়েছি। সেই জবাব এলে কমিটিই এ ব্যাপারে সিদ্ধান্ত নেবে।' [629,1437,913,1600]
article-paragraph: পান এই শিক্ষক। গত ১৯ এপ্রিল দুপুরে ফোনে যোগাযোগ করা হলে অজ্ঞাত স্থান থেকে প্রণয় অধিকারী বলেন, 'আমার প্রাণের ক্যাম্পাসের ভেতরে আমাকে সপরিবারে এভাবে মেরে ফেলার চেষ্টা করেছে, এ কথা যতবার ভাবি, আমার গা শিউরে ওঠে।' [20,109,304,231]
